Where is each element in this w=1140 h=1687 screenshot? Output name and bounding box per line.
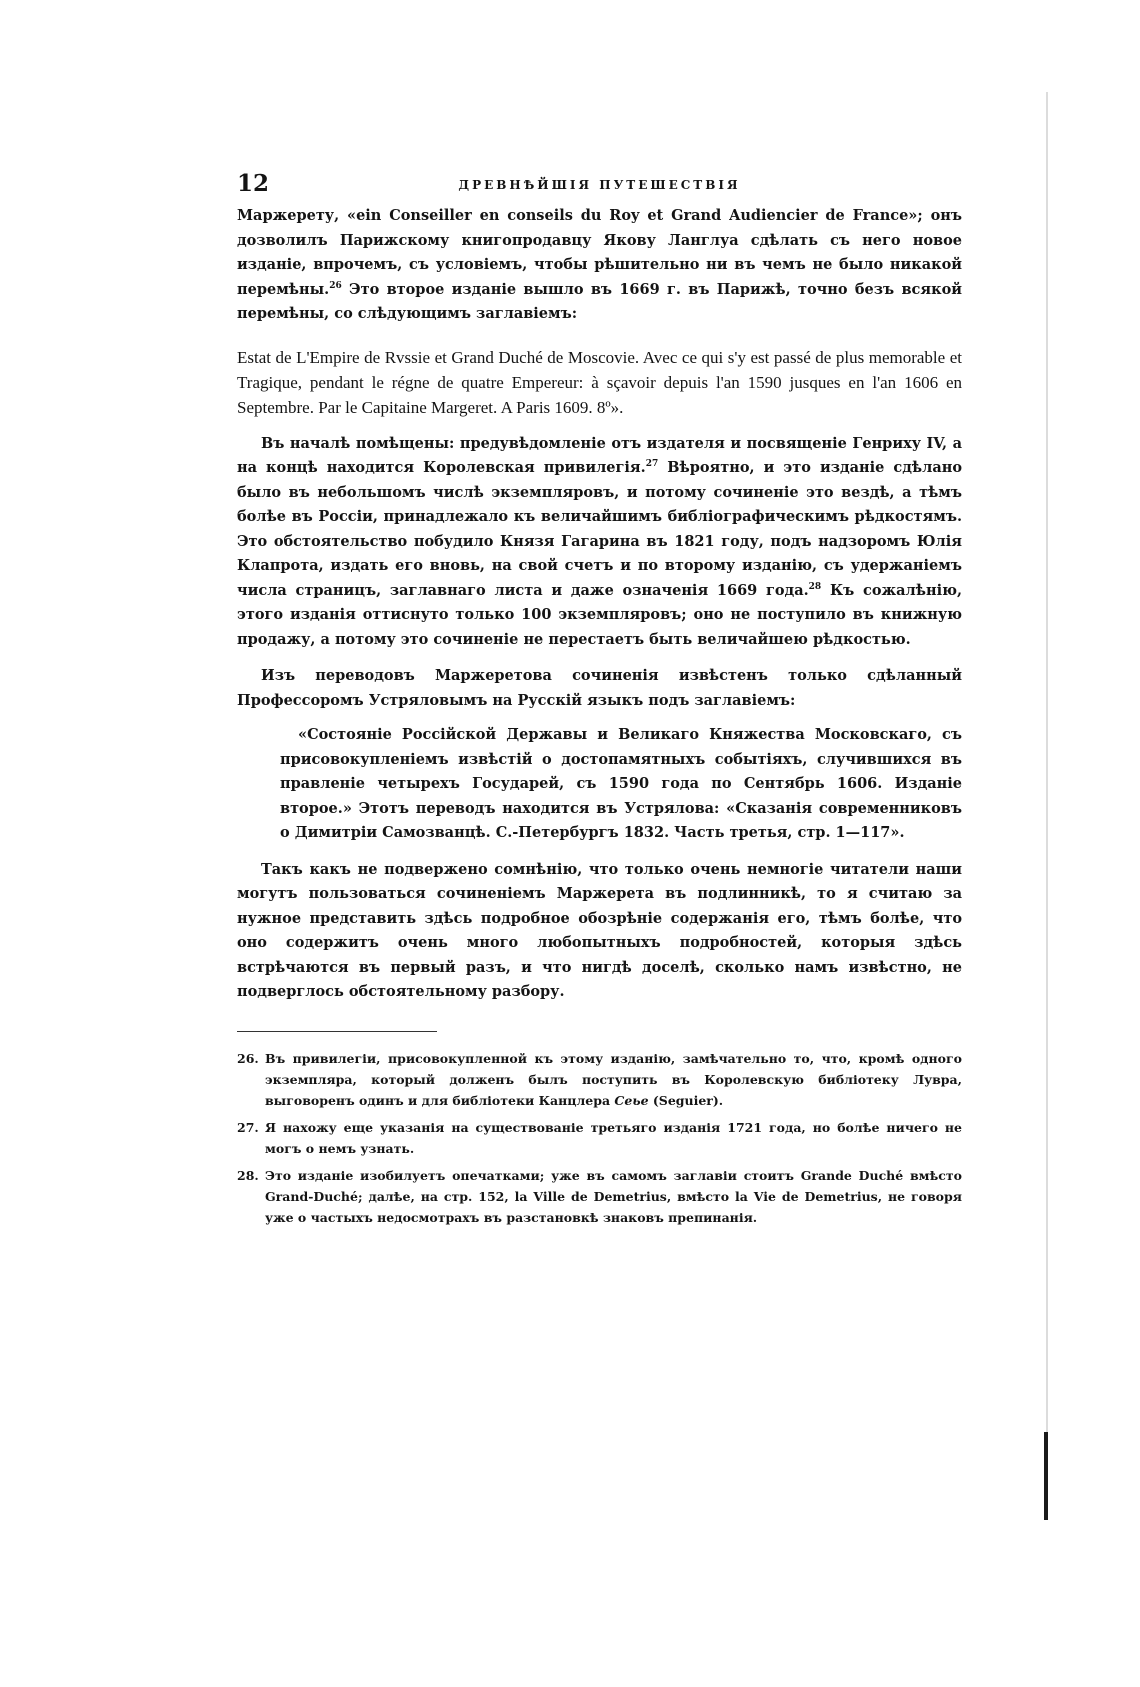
- footnotes: [237, 1048, 962, 1228]
- footnote-text: Въ привилегіи, присовокупленной къ этому изданію, замѣчательно то, что, кромѣ одного экземпляра, который долженъ былъ поступить въ Королевскую библіотеку Лувра, выговоренъ одинъ и для библіотеки Канцлера: [265, 1050, 962, 1108]
- footnote-ref-26[interactable]: 26: [329, 280, 342, 291]
- footnote-ref-27[interactable]: 27: [645, 459, 659, 470]
- page-content: [237, 170, 962, 1234]
- footnote-number: 28.: [237, 1167, 259, 1183]
- russian-title-quote-block: [280, 723, 962, 846]
- footnote-number: 26.: [237, 1050, 259, 1066]
- french-title-quote: Estat de L'Empire de Rvssie et Grand Duché de Moscovie. Avec ce qui s'y est passé de plus memorable et Tragique, pendant le régne de quatre Empereur: à sçavoir depuis l'an 1590 jusques en l'an 1606 en Septembre. Par le Capitaine Margeret. A Paris 1609. 8º».: [237, 347, 962, 417]
- footnote-ref-28[interactable]: 28: [808, 581, 822, 592]
- paragraph-1: [237, 204, 962, 327]
- footnote-text: Я нахожу еще указанія на существованіе третьяго изданія 1721 года, но болѣе ничего не могъ о немъ узнать.: [265, 1119, 962, 1156]
- paragraph-1-text-b: Это второе изданіе вышло въ 1669 г. въ Парижѣ, точно безъ всякой перемѣны, со слѣдующимъ заглавіемъ:: [237, 280, 962, 322]
- scan-edge-line: [1046, 92, 1048, 1520]
- paragraph-2-text-b: Вѣроятно, и это изданіе сдѣлано было въ небольшомъ числѣ экземпляровъ, и потому сочиненіе это вездѣ, а тѣмъ болѣе въ Россіи, принадлежало къ величайшимъ библіографическимъ рѣдкостямъ. Это обстоятельство побудило Князя Гагарина въ 1821 году, подъ надзоромъ Юлія Клапрота, издать его вновь, на свой счетъ и по второму изданію, съ удержаніемъ числа страницъ, заглавнаго листа и даже означенія 1669 года.: [237, 459, 962, 599]
- paragraph-1-text-a: Маржерету, «ein Conseiller en conseils du Roy et Grand Audiencier de France»; онъ дозволилъ Парижскому книгопродавцу Якову Ланглуа сдѣлать съ него новое изданіе, впрочемъ, съ условіемъ, чтобы рѣшительно ни въ чемъ не было никакой перемѣны.: [237, 207, 962, 298]
- footnote-28: [237, 1165, 962, 1228]
- paragraph-3: Изъ переводовъ Маржеретова сочиненія извѣстенъ только сдѣланный Профессоромъ Устряловымъ на Русскій языкъ подъ заглавіемъ:: [237, 667, 962, 709]
- russian-title-quote: «Состояніе Россійской Державы и Великаго Княжества Московскаго, съ присовокупленіемъ извѣстій о достопамятныхъ событіяхъ, случившихся въ правленіе четырехъ Государей, съ 1590 года по Сентябрь 1606. Изданіе второе.» Этотъ переводъ находится въ Устрялова: «Сказанія современниковъ о Димитріи Самозванцѣ. С.-Петербургъ 1832. Часть третья, стр. 1—117».: [280, 726, 962, 841]
- footnote-27: [237, 1117, 962, 1159]
- paragraph-4: Такъ какъ не подвержено сомнѣнію, что только очень немногіе читатели наши могутъ пользоваться сочиненіемъ Маржерета въ подлинникѣ, то я считаю за нужное представить здѣсь подробное обозрѣніе содержанія его, тѣмъ болѣе, что оно содержитъ очень много любопытныхъ подробностей, которыя здѣсь встрѣчаются въ первый разъ, и что нигдѣ доселѣ, сколько намъ извѣстно, не подверглось обстоятельному разбору.: [237, 860, 962, 1000]
- footnote-divider: [237, 1031, 437, 1032]
- running-title: ДРЕВНѢЙШІЯ ПУТЕШЕСТВІЯ: [458, 178, 741, 192]
- page-number: 12: [237, 170, 270, 197]
- paragraph-2: [237, 432, 962, 653]
- scan-margin-mark: [1044, 1432, 1048, 1520]
- page-header: [237, 170, 962, 202]
- paragraph-2-text-a: Въ началѣ помѣщены: предувѣдомленіе отъ издателя и посвященіе Генриху IV, а на концѣ находится Королевская привилегія.: [237, 434, 962, 476]
- footnote-text: Это изданіе изобилуетъ опечатками; уже въ самомъ заглавіи стоитъ Grande Duché вмѣсто Grand-Duché; далѣе, на стр. 152, la Ville de Demetrius, вмѣсто la Vie de Demetrius, не говоря уже о частыхъ недосмотрахъ въ разстановкѣ знаковъ препинанія.: [265, 1167, 962, 1225]
- footnote-number: 27.: [237, 1119, 259, 1135]
- paragraph-2-text-c: Къ сожалѣнію, этого изданія оттиснуто только 100 экземпляровъ; оно не поступило въ книжную продажу, а потому это сочиненіе не перестаетъ быть величайшею рѣдкостью.: [237, 581, 962, 648]
- footnote-26: [237, 1048, 962, 1111]
- footnote-italic-name: Сеье: [614, 1092, 649, 1108]
- footnote-text-end: (Seguier).: [648, 1092, 724, 1108]
